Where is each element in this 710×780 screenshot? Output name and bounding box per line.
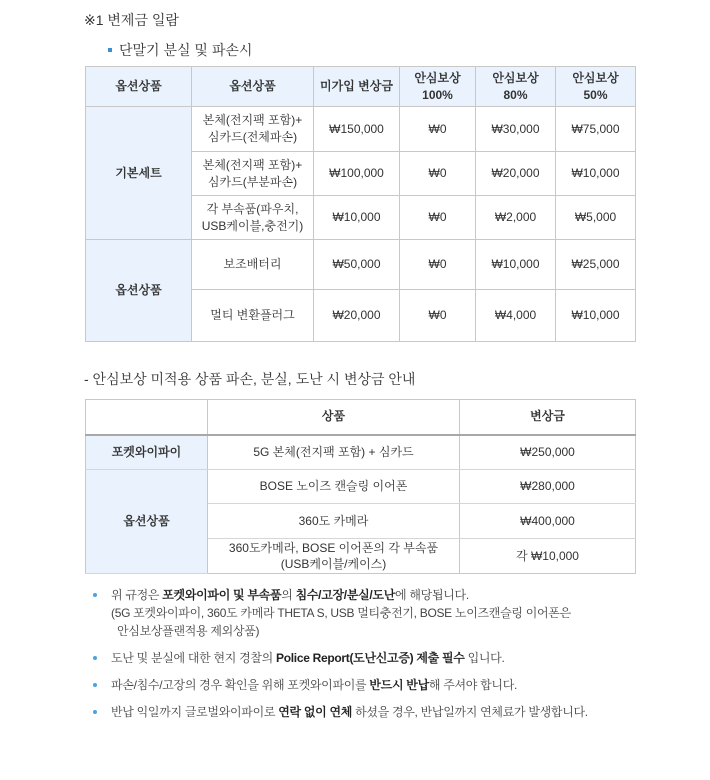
amount-cell: ₩280,000 [460, 470, 636, 504]
list-item: 파손/침수/고장의 경우 확인을 위해 포켓와이파이를 반드시 반납해 주셔야 합니다. [93, 676, 653, 694]
product-cell: BOSE 노이즈 캔슬링 이어폰 [208, 470, 460, 504]
p80-cell: ₩10,000 [476, 240, 556, 290]
p80-cell: ₩4,000 [476, 290, 556, 342]
amount-cell: ₩250,000 [460, 435, 636, 470]
list-item: 도난 및 분실에 대한 현지 경찰의 Police Report(도난신고증) 제출 필수 입니다. [93, 649, 653, 667]
amount-cell: ₩400,000 [460, 504, 636, 539]
p50-cell: ₩10,000 [556, 152, 636, 196]
group-label: 기본세트 [86, 107, 192, 240]
amount-cell: 각 ₩10,000 [460, 539, 636, 574]
note-sub: (5G 포켓와이파이, 360도 카메라 THETA S, USB 멀티충전기, BOSE 노이즈캔슬링 이어폰은 [111, 606, 571, 620]
list-item: 위 규정은 포켓와이파이 및 부속품의 침수/고장/분실/도난에 해당됩니다. (5G 포켓와이파이, 360도 카메라 THETA S, USB 멀티충전기, BOSE 노이즈캔슬링 이어폰은 안심보상플랜적용 제외상품) [93, 586, 653, 640]
item-cell: 멀티 변환플러그 [192, 290, 314, 342]
bullet-dot-icon [93, 656, 97, 660]
table1-header: 안심보상 100% [400, 67, 476, 107]
unsubscribed-cell: ₩20,000 [314, 290, 400, 342]
p80-cell: ₩2,000 [476, 196, 556, 240]
subheading [108, 40, 252, 60]
product-cell: 360도 카메라 [208, 504, 460, 539]
table1-header: 안심보상 80% [476, 67, 556, 107]
table1-header: 미가입 변상금 [314, 67, 400, 107]
table1-header: 옵션상품 [86, 67, 192, 107]
subheading-text: 단말기 분실 및 파손시 [119, 42, 253, 58]
item-cell: 보조배터리 [192, 240, 314, 290]
p100-cell: ₩0 [400, 240, 476, 290]
item-cell: 각 부속품(파우치, USB케이블,충전기) [192, 196, 314, 240]
table2-header: 상품 [208, 400, 460, 435]
table-row [86, 435, 636, 470]
p80-cell: ₩30,000 [476, 107, 556, 152]
p50-cell: ₩10,000 [556, 290, 636, 342]
group-label: 포켓와이파이 [86, 435, 208, 470]
bullet-dot-icon [93, 683, 97, 687]
bullet-dot-icon [93, 710, 97, 714]
unsubscribed-cell: ₩100,000 [314, 152, 400, 196]
unsubscribed-cell: ₩10,000 [314, 196, 400, 240]
p50-cell: ₩75,000 [556, 107, 636, 152]
unsubscribed-cell: ₩150,000 [314, 107, 400, 152]
table2-header [86, 400, 208, 435]
non-covered-table [85, 399, 636, 574]
table1-header: 안심보상 50% [556, 67, 636, 107]
product-cell: 5G 본체(전지팩 포함) + 심카드 [208, 435, 460, 470]
p100-cell: ₩0 [400, 290, 476, 342]
notes-list [93, 586, 653, 730]
section2-title: - 안심보상 미적용 상품 파손, 분실, 도난 시 변상금 안내 [84, 371, 416, 387]
item-cell: 본체(전지팩 포함)+ 심카드(부분파손) [192, 152, 314, 196]
table-row [86, 470, 636, 504]
p80-cell: ₩20,000 [476, 152, 556, 196]
p50-cell: ₩25,000 [556, 240, 636, 290]
square-bullet-icon [108, 48, 112, 52]
p100-cell: ₩0 [400, 196, 476, 240]
item-cell: 본체(전지팩 포함)+ 심카드(전체파손) [192, 107, 314, 152]
table-row [86, 240, 636, 290]
p100-cell: ₩0 [400, 152, 476, 196]
page-heading: ※1 변제금 일람 [84, 12, 179, 28]
table2-header: 변상금 [460, 400, 636, 435]
group-label: 옵션상품 [86, 240, 192, 342]
product-cell: 360도카메라, BOSE 이어폰의 각 부속품 (USB케이블/케이스) [208, 539, 460, 574]
unsubscribed-cell: ₩50,000 [314, 240, 400, 290]
list-item: 반납 익일까지 글로벌와이파이로 연락 없이 연체 하셨을 경우, 반납일까지 연체료가 발생합니다. [93, 703, 653, 721]
table1-header: 옵션상품 [192, 67, 314, 107]
group-label: 옵션상품 [86, 470, 208, 574]
note-sub: 안심보상플랜적용 제외상품) [117, 624, 260, 638]
bullet-dot-icon [93, 593, 97, 597]
p100-cell: ₩0 [400, 107, 476, 152]
table-row [86, 107, 636, 152]
p50-cell: ₩5,000 [556, 196, 636, 240]
compensation-table [85, 66, 636, 342]
